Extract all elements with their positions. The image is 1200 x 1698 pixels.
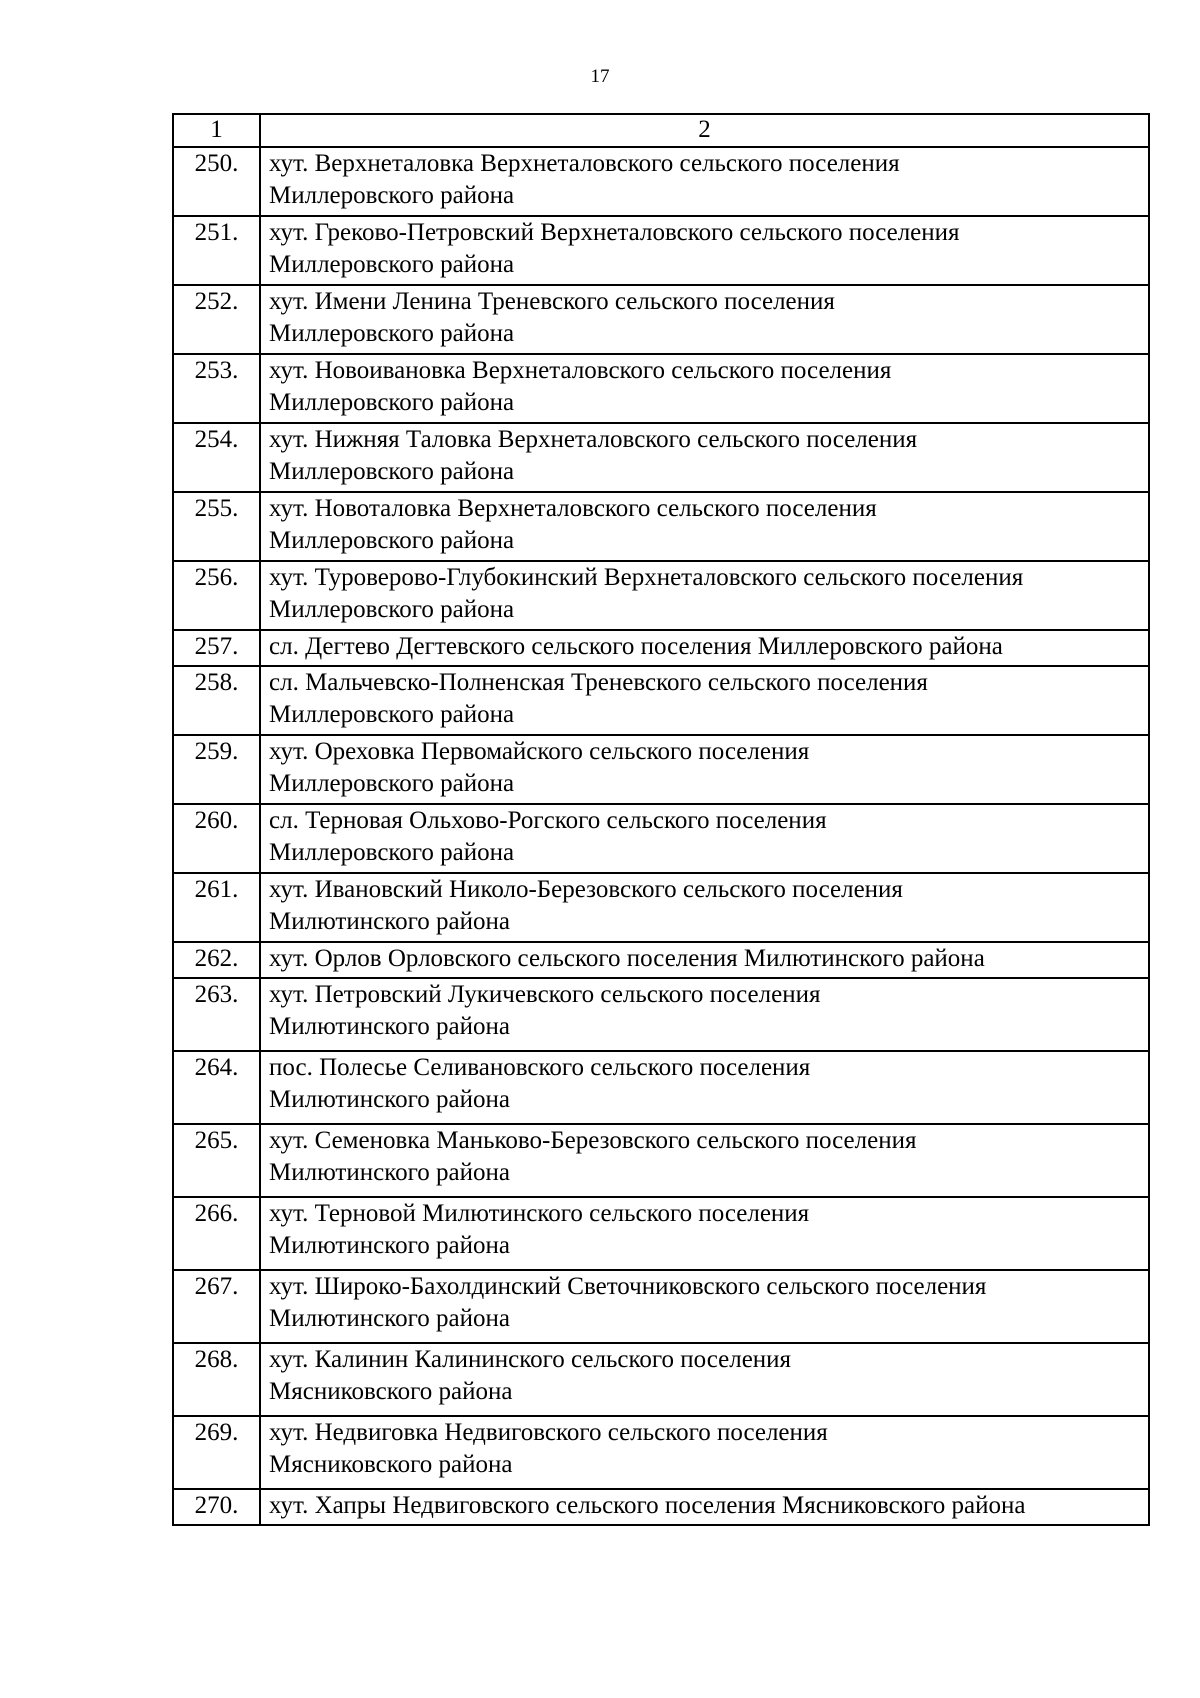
settlement-name-line-1: хут. Ивановский Николо-Березовского сельского поселения (269, 876, 903, 903)
table-row (173, 561, 1149, 630)
settlement-name (260, 1051, 1149, 1124)
row-number: 268. (173, 1343, 260, 1416)
column-header-name: 2 (260, 114, 1149, 147)
table-row (173, 942, 1149, 978)
settlement-name (260, 561, 1149, 630)
settlement-name-line-1: хут. Калинин Калининского сельского поселения (269, 1346, 792, 1373)
settlement-name-line-2: Миллеровского района (269, 458, 515, 485)
settlement-name-line-2: Милютинского района (269, 1305, 510, 1332)
page-number: 17 (590, 66, 610, 87)
row-number: 254. (173, 423, 260, 492)
settlement-name-line-2: Миллеровского района (269, 839, 515, 866)
settlement-name-line-2: Мясниковского района (269, 1451, 513, 1478)
table-row (173, 1489, 1149, 1525)
settlement-name-line-2: Миллеровского района (269, 527, 515, 554)
settlement-name (260, 804, 1149, 873)
settlement-name-line-2: Миллеровского района (269, 770, 515, 797)
settlement-name-line-1: хут. Новоивановка Верхнеталовского сельского поселения (269, 357, 892, 384)
row-number: 255. (173, 492, 260, 561)
settlement-name (260, 423, 1149, 492)
table-row (173, 285, 1149, 354)
table-row (173, 423, 1149, 492)
settlement-name-line-1: хут. Семеновка Маньково-Березовского сельского поселения (269, 1127, 917, 1154)
row-number: 266. (173, 1197, 260, 1270)
table-row (173, 1416, 1149, 1489)
settlement-name-line-2: Миллеровского района (269, 389, 515, 416)
row-number: 259. (173, 735, 260, 804)
settlement-name-line-2: Миллеровского района (269, 596, 515, 623)
settlement-name-line-1: хут. Хапры Недвиговского сельского поселения Мясниковского района (269, 1492, 1026, 1519)
row-number: 256. (173, 561, 260, 630)
settlement-name (260, 1124, 1149, 1197)
settlement-name-line-1: хут. Туроверово-Глубокинский Верхнеталовского сельского поселения (269, 564, 1024, 591)
settlement-name (260, 1489, 1149, 1525)
table-row (173, 666, 1149, 735)
settlement-name-line-2: Миллеровского района (269, 320, 515, 347)
settlement-name-line-2: Милютинского района (269, 908, 510, 935)
settlement-name-line-2: Милютинского района (269, 1013, 510, 1040)
settlement-name (260, 1343, 1149, 1416)
settlement-name-line-1: хут. Терновой Милютинского сельского поселения (269, 1200, 810, 1227)
row-number: 251. (173, 216, 260, 285)
table-row (173, 804, 1149, 873)
settlement-name-line-1: хут. Недвиговка Недвиговского сельского поселения (269, 1419, 828, 1446)
settlement-name (260, 735, 1149, 804)
settlement-name-line-1: хут. Ореховка Первомайского сельского поселения (269, 738, 810, 765)
settlement-name-line-1: пос. Полесье Селивановского сельского поселения (269, 1054, 811, 1081)
table-row (173, 1051, 1149, 1124)
settlement-name-line-2: Мясниковского района (269, 1378, 513, 1405)
settlement-name-line-1: сл. Мальчевско-Полненская Треневского сельского поселения (269, 669, 928, 696)
row-number: 262. (173, 942, 260, 978)
settlement-name (260, 147, 1149, 216)
table-row (173, 354, 1149, 423)
settlement-name (260, 285, 1149, 354)
row-number: 265. (173, 1124, 260, 1197)
settlement-name (260, 630, 1149, 666)
table-row (173, 216, 1149, 285)
row-number: 260. (173, 804, 260, 873)
settlement-name-line-2: Милютинского района (269, 1086, 510, 1113)
row-number: 270. (173, 1489, 260, 1525)
settlement-name (260, 354, 1149, 423)
settlement-name-line-2: Миллеровского района (269, 701, 515, 728)
table-row (173, 630, 1149, 666)
row-number: 258. (173, 666, 260, 735)
settlement-name-line-1: хут. Новоталовка Верхнеталовского сельского поселения (269, 495, 877, 522)
settlement-name (260, 666, 1149, 735)
settlement-name-line-1: сл. Дегтево Дегтевского сельского поселения Миллеровского района (269, 633, 1003, 660)
table-row (173, 978, 1149, 1051)
settlement-name-line-1: хут. Имени Ленина Треневского сельского поселения (269, 288, 835, 315)
row-number: 264. (173, 1051, 260, 1124)
settlement-name (260, 1416, 1149, 1489)
settlement-name-line-2: Миллеровского района (269, 182, 515, 209)
settlement-name-line-1: хут. Греково-Петровский Верхнеталовского сельского поселения (269, 219, 960, 246)
table-row (173, 1270, 1149, 1343)
settlement-name-line-1: сл. Терновая Ольхово-Рогского сельского поселения (269, 807, 827, 834)
settlement-name (260, 942, 1149, 978)
settlement-name-line-1: хут. Орлов Орловского сельского поселения Милютинского района (269, 945, 985, 972)
table-row (173, 735, 1149, 804)
row-number: 261. (173, 873, 260, 942)
settlement-name (260, 978, 1149, 1051)
row-number: 252. (173, 285, 260, 354)
row-number: 253. (173, 354, 260, 423)
settlement-name (260, 873, 1149, 942)
settlement-name-line-2: Миллеровского района (269, 251, 515, 278)
table-row (173, 1124, 1149, 1197)
table-row (173, 873, 1149, 942)
table-row (173, 1197, 1149, 1270)
settlement-name (260, 492, 1149, 561)
settlement-name-line-1: хут. Петровский Лукичевского сельского поселения (269, 981, 821, 1008)
settlement-name-line-1: хут. Нижняя Таловка Верхнеталовского сельского поселения (269, 426, 918, 453)
row-number: 267. (173, 1270, 260, 1343)
table-row (173, 147, 1149, 216)
settlement-name-line-2: Милютинского района (269, 1232, 510, 1259)
settlement-name-line-1: хут. Верхнеталовка Верхнеталовского сельского поселения (269, 150, 900, 177)
table-header-row (173, 114, 1149, 147)
table-row (173, 1343, 1149, 1416)
settlement-name (260, 216, 1149, 285)
table-row (173, 492, 1149, 561)
row-number: 269. (173, 1416, 260, 1489)
row-number: 250. (173, 147, 260, 216)
settlement-name-line-1: хут. Широко-Бахолдинский Светочниковского сельского поселения (269, 1273, 987, 1300)
row-number: 257. (173, 630, 260, 666)
settlement-name (260, 1270, 1149, 1343)
settlements-table (172, 113, 1150, 1526)
settlement-name (260, 1197, 1149, 1270)
column-header-number: 1 (173, 114, 260, 147)
settlement-name-line-2: Милютинского района (269, 1159, 510, 1186)
row-number: 263. (173, 978, 260, 1051)
